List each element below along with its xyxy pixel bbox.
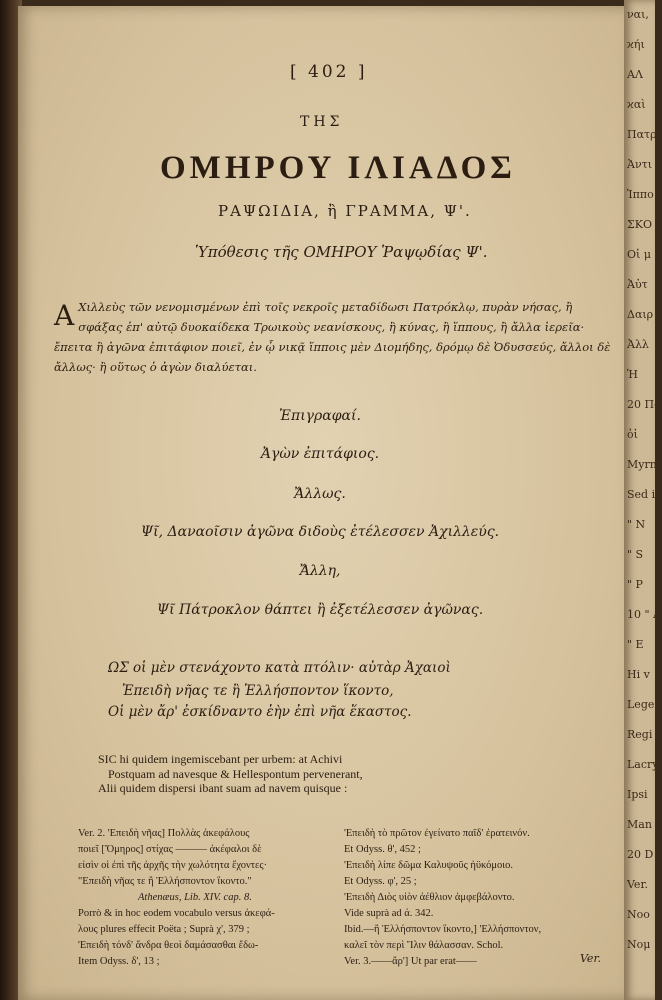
header-the: ΤΗΣ	[300, 114, 344, 130]
next-page-fragment: Myrn	[627, 458, 657, 471]
next-page-fragment: Lege	[627, 698, 655, 711]
note-line: Et Odyss. θ', 452 ;	[344, 844, 421, 855]
note-line: καλεῖ τὸν περὶ Ἴλιν θάλασσαν. Schol.	[344, 940, 504, 951]
next-page-fragment: Οἱ μ	[627, 248, 651, 261]
next-page-fragment: Ver.	[627, 878, 648, 891]
greek-verse-line-1: ΩΣ οἱ μὲν στενάχοντο κατὰ πτόλιν· αὐτὰρ Ἀχαιοὶ	[108, 660, 451, 676]
next-page-fragment: " E	[627, 638, 644, 651]
next-page-fragment: Man	[627, 818, 652, 831]
inscription-line-3: Ψῖ Πάτροκλον θάπτει ἢ ἐξετέλεσσεν ἀγῶνας.	[156, 602, 484, 618]
note-line: Item Odyss. δ', 13 ;	[78, 956, 160, 967]
note-line: λους plures effecit Poëta ; Suprà χ', 379 ;	[78, 924, 250, 935]
next-page-fragment: Sed i	[627, 488, 656, 501]
next-page-fragment: Ἀλλ	[627, 338, 649, 351]
next-page-fragment: 10 " A	[627, 608, 661, 621]
note-line: Ver. 2. 'Επειδὴ νῆας] Πολλὰς ἀκεφάλους	[78, 828, 250, 839]
page-title: ΟΜΗΡΟΥ ΙΛΙΑΔΟΣ	[160, 150, 516, 186]
next-page-fragment: Δαιρ	[627, 308, 654, 321]
next-page-fragment: Ἡ	[627, 368, 638, 381]
note-line: εἰσὶν οἱ ἐπὶ τῆς ἀρχῆς τὴν χωλότητα ἔχοντες·	[78, 860, 268, 871]
latin-verse-line-3: Alii quidem dispersi ibant suam ad navem quisque :	[98, 781, 348, 795]
note-line: Ver. 3.——ἄρ'] Ut par erat——	[344, 956, 477, 967]
argument-text: Χιλλεὺς τῶν νενομισμένων ἐπὶ τοῖς νεκροῖς μεταδίδωσι Πατρόκλῳ, πυρὰν νήσας, ἢ σφάξας ἐπ' αὐτῷ δυοκαίδεκα Τρωικοὺς νεανίσκους, ἢ κύνας, ἢ ἵππους, ἢ ἄλλα ἱερεῖα· ἔπειτα ἢ ἀγῶνα ἐπιτάφιον ποιεῖ, ἐν ᾧ νικᾷ ἵπποις μὲν Διομήδης, δρόμῳ δὲ Ὀδυσσεύς, ἄλλοι δὲ ἄλλως· ἢ οὕτως ὁ ἀγὼν διαλύεται.	[54, 300, 611, 374]
next-page-fragment: Hi v	[627, 668, 650, 681]
next-page-fragment: " N	[627, 518, 646, 531]
next-page-fragment: " S	[627, 548, 644, 561]
note-line: Vide suprà ad ά. 342.	[344, 908, 434, 919]
inscription-line-2: Ψῖ, Δαναοῖσιν ἀγῶνα διδοὺς ἐτέλεσσεν Ἀχιλλεύς.	[140, 524, 500, 540]
next-page-fragment: ΣΚΟ	[627, 218, 653, 231]
note-line: 'Επειδὴ Διὸς υἱὸν ἀέθλιον ἀμφεβάλοντο.	[344, 892, 515, 903]
next-page-fragment: ὁἱ	[627, 428, 638, 441]
catchword: Ver.	[580, 952, 601, 965]
next-page-fragment: " P	[627, 578, 643, 591]
latin-verse-line-2: Postquam ad navesque & Hellespontum pervenerant,	[108, 767, 363, 781]
latin-verse-line-1: SIC hi quidem ingemiscebant per urbem: at Achivi	[98, 752, 343, 766]
inscription-alt-1: Ἄλλως.	[294, 486, 346, 502]
argument-drop-cap: Α	[54, 299, 75, 332]
book-subtitle: ΡΑΨΩΙΔΙΑ, ἢ ΓΡΑΜΜΑ, Ψ'.	[218, 202, 472, 220]
next-page-fragment: Νοο	[627, 908, 650, 921]
note-line: Ibid.—ἢ Ἑλλήσποντον ἵκοντο,] 'Ελλήσποντον,	[344, 924, 542, 935]
note-line: Porrò & in hoc eodem vocabulo versus ἀκεφά-	[78, 908, 275, 919]
note-line: Athenæus, Lib. XIV. cap. 8.	[138, 892, 252, 903]
next-page-fragment: Πατρ	[627, 128, 657, 141]
next-page-fragment: Regi	[627, 728, 653, 741]
next-page-fragment: Ἱππο	[627, 188, 654, 201]
next-page-fragment: ϰαὶ	[627, 98, 646, 111]
next-page-fragment: Ipsi	[627, 788, 648, 801]
footnotes-left-column	[78, 826, 275, 970]
note-line: 'Επειδὴ τὸ πρῶτον ἐγείνατο παῖδ' ἐρατεινόν.	[344, 828, 530, 839]
next-page-fragment: 20 D	[627, 848, 654, 861]
next-page-fragment: Νομ	[627, 938, 651, 951]
next-page-fragment: ναι,	[627, 8, 649, 21]
footnotes-right-column	[344, 826, 541, 970]
hypothesis-heading: Ὑπόθεσις τῆς ΟΜΗΡΟΥ Ῥαψῳδίας Ψ'.	[195, 243, 488, 261]
note-line: "Επειδὴ νῆας τε ἢ Ἑλλήσποντον ἵκοντο."	[78, 876, 252, 887]
greek-verse-line-2: Ἐπειδὴ νῆας τε ἢ Ἑλλήσποντον ἵκοντο,	[122, 683, 394, 699]
page-number: [ 402 ]	[290, 62, 368, 82]
next-page-fragment: Lacry	[627, 758, 659, 771]
next-page-fragment: Ἀντι	[627, 158, 653, 171]
note-line: 'Επειδὴ τόνδ' ἄνδρα θεοὶ δαμάσασθαι ἔδω-	[78, 940, 259, 951]
next-page-fragment: 20 Πα	[627, 398, 662, 411]
next-page-fragment: ΑΛ	[627, 68, 643, 81]
next-page-fragment: ϰήι	[627, 38, 645, 51]
argument-paragraph	[54, 297, 614, 377]
next-page-fragment: Ἀὐτ	[627, 278, 648, 291]
inscription-line-1: Ἀγὼν ἐπιτάφιος.	[260, 446, 380, 462]
note-line: Et Odyss. φ', 25 ;	[344, 876, 417, 887]
note-line: ποιεῖ [Ὅμηρος] στίχας ——— ἀκέφαλοι δὲ	[78, 844, 262, 855]
greek-verse-line-3: Οἱ μὲν ἄρ' ἐσκίδναντο ἑὴν ἐπὶ νῆα ἕκαστος.	[108, 704, 412, 720]
inscription-alt-2: Ἄλλη,	[299, 563, 341, 579]
inscriptions-heading: Ἐπιγραφαί.	[279, 408, 361, 424]
note-line: 'Επειδὴ λίπε δῶμα Καλυψοῦς ἠϋκόμοιο.	[344, 860, 513, 871]
